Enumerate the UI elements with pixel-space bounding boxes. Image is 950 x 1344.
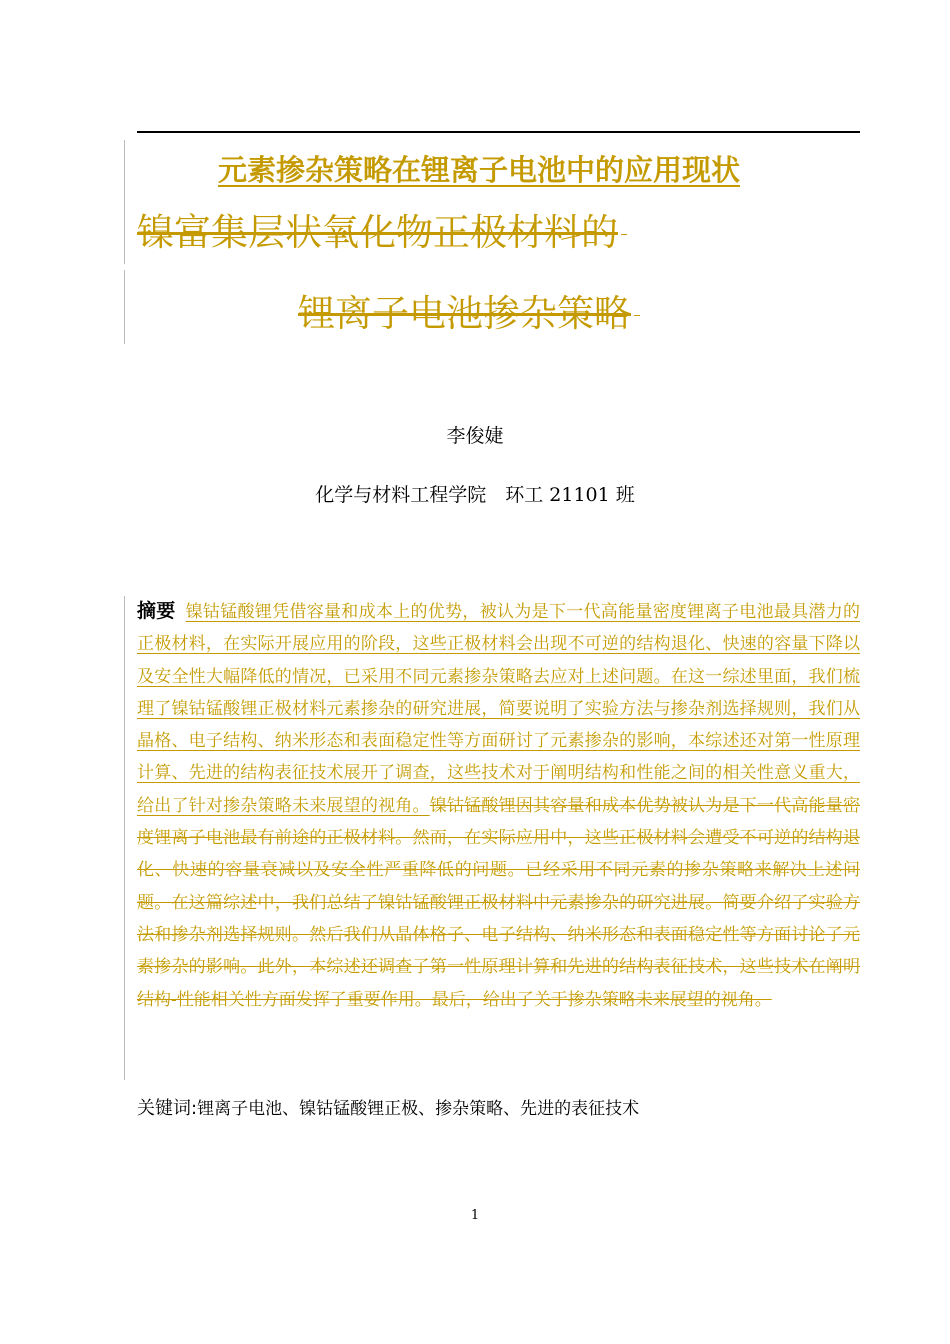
- author-name: 李俊婕: [446, 425, 504, 447]
- abstract: [137, 595, 860, 1016]
- change-bar: [124, 140, 125, 264]
- abstract-deleted-text: 镍钴锰酸锂因其容量和成本优势被认为是下一代高能量密度锂离子电池最有前途的正极材料。然而，在实际应用中，这些正极材料会遭受不可逆的结构退化、快速的容量衰减以及安全性严重降低的问题。已经采用不同元素的掺杂策略来解决上述问题。在这篇综述中，我们总结了镍钴锰酸锂正极材料中元素掺杂的研究进展。简要介绍了实验方法和掺杂剂选择规则。然后我们从晶体格子、电子结构、纳米形态和表面稳定性等方面讨论了元素掺杂的影响。此外，本综述还调查了第一性原理计算和先进的结构表征技术，这些技术在阐明结构-性能相关性方面发挥了重要作用。最后，给出了关于掺杂策略未来展望的视角。: [137, 795, 861, 1010]
- header-rule: [137, 131, 860, 133]
- affiliation: 化学与材料工程学院 环工 21101 班: [315, 484, 635, 506]
- title-deleted-line2: 锂离子电池掺杂策略: [298, 283, 640, 337]
- keywords-label: 关键词:: [137, 1098, 198, 1119]
- abstract-inserted-text: 镍钴锰酸锂凭借容量和成本上的优势，被认为是下一代高能量密度锂离子电池最具潜力的正极材料，在实际开展应用的阶段，这些正极材料会出现不可逆的结构退化、快速的容量下降以及安全性大幅降低的情况，已采用不同元素掺杂策略去应对上述问题。在这一综述里面，我们梳理了镍钴锰酸锂正极材料元素掺杂的研究进展，简要说明了实验方法与掺杂剂选择规则，我们从晶格、电子结构、纳米形态和表面稳定性等方面研讨了元素掺杂的影响，本综述还对第一性原理计算、先进的结构表征技术展开了调查，这些技术对于阐明结构和性能之间的相关性意义重大，给出了针对掺杂策略未来展望的视角。: [137, 602, 860, 816]
- keywords: [137, 1094, 860, 1120]
- change-bar: [124, 270, 125, 344]
- title-inserted: 元素掺杂策略在锂离子电池中的应用现状: [218, 153, 741, 187]
- title-deleted-line1: 镍富集层状氧化物正极材料的: [137, 202, 627, 256]
- page-number: 1: [470, 1208, 480, 1223]
- keywords-text: 锂离子电池、镍钴锰酸锂正极、掺杂策略、先进的表征技术: [197, 1099, 640, 1119]
- change-bar: [124, 596, 125, 1080]
- abstract-label: 摘要: [137, 600, 176, 622]
